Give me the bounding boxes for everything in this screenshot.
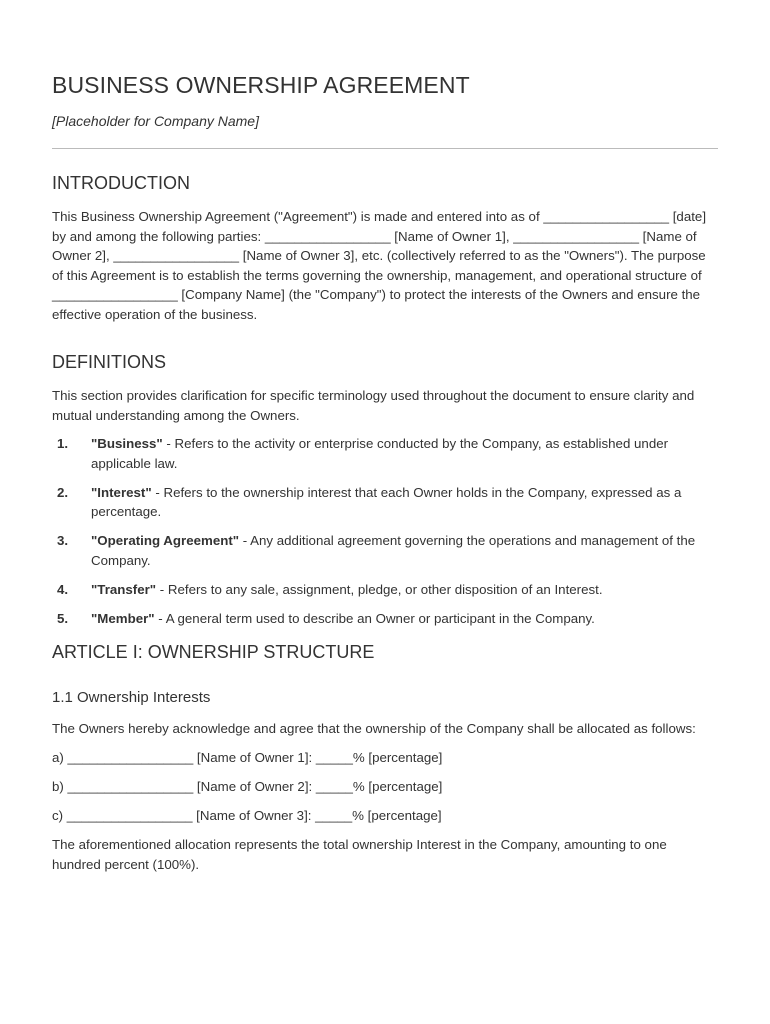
allocation-item: c) _________________ [Name of Owner 3]: _____% [percentage]	[52, 808, 442, 823]
article-1-heading: ARTICLE I: OWNERSHIP STRUCTURE	[52, 642, 375, 662]
definition-text: - Any additional agreement governing the operations and management of the Company.	[91, 533, 696, 568]
definition-number: 1.	[57, 436, 69, 451]
ownership-allocation-list	[52, 748, 718, 826]
section-1-1-heading: 1.1 Ownership Interests	[52, 689, 211, 706]
allocation-closing: The aforementioned allocation represents the total ownership Interest in the Company, amounting to one hundred percent (100%).	[52, 837, 667, 872]
section-1-1	[52, 688, 718, 874]
definition-term: "Member"	[91, 610, 155, 626]
definition-term: "Operating Agreement"	[91, 533, 240, 548]
definition-number: 4.	[57, 581, 69, 597]
definition-term: "Transfer"	[91, 581, 157, 597]
definition-number: 3.	[57, 533, 69, 548]
definition-term: "Interest"	[91, 484, 152, 500]
definition-text: - A general term used to describe an Owner or participant in the Company.	[154, 610, 595, 626]
definition-item	[52, 483, 718, 522]
company-name-placeholder: [Placeholder for Company Name]	[52, 113, 259, 129]
allocation-item: a) _________________ [Name of Owner 1]: _____% [percentage]	[52, 750, 443, 765]
definition-item	[52, 434, 718, 473]
definition-text: - Refers to any sale, assignment, pledge, or other disposition of an Interest.	[156, 581, 603, 597]
allocation-item: b) _________________ [Name of Owner 2]: _____% [percentage]	[52, 779, 443, 794]
definitions-list	[52, 434, 718, 628]
document-title: BUSINESS OWNERSHIP AGREEMENT	[52, 72, 470, 98]
definition-item	[52, 609, 718, 629]
definition-number: 5.	[57, 610, 69, 626]
definitions-paragraph: This section provides clarification for specific terminology used throughout the document to ensure clarity and mutual understanding among the Owners.	[52, 388, 695, 423]
article-1-section	[52, 640, 718, 874]
definition-term: "Business"	[91, 436, 163, 451]
introduction-paragraph: This Business Ownership Agreement ("Agreement") is made and entered into as of _________________ [date] by and among the following parties: _________________ [Name of Owner 1], _________________ [Name of Owner 2], _________________ [Name of Owner 3], etc. (collectively referred to as the "Owners"). The purpose of this Agreement is to establish the terms governing the ownership, management, and operational structure of _________________ [Company Name] (the "Company") to protect the interests of the Owners and ensure the effective operation of the business.	[52, 209, 707, 322]
definition-number: 2.	[57, 484, 69, 500]
definition-item	[52, 580, 718, 600]
title-divider	[52, 148, 718, 149]
definition-text: - Refers to the activity or enterprise conducted by the Company, as established under applicable law.	[91, 436, 669, 471]
introduction-section	[52, 171, 718, 324]
introduction-heading: INTRODUCTION	[52, 173, 190, 193]
definition-item	[52, 531, 718, 570]
section-1-1-lead: The Owners hereby acknowledge and agree that the ownership of the Company shall be allocated as follows:	[52, 721, 696, 736]
definitions-section	[52, 350, 718, 628]
definition-text: - Refers to the ownership interest that each Owner holds in the Company, expressed as a percentage.	[91, 484, 682, 519]
definitions-heading: DEFINITIONS	[52, 352, 167, 372]
